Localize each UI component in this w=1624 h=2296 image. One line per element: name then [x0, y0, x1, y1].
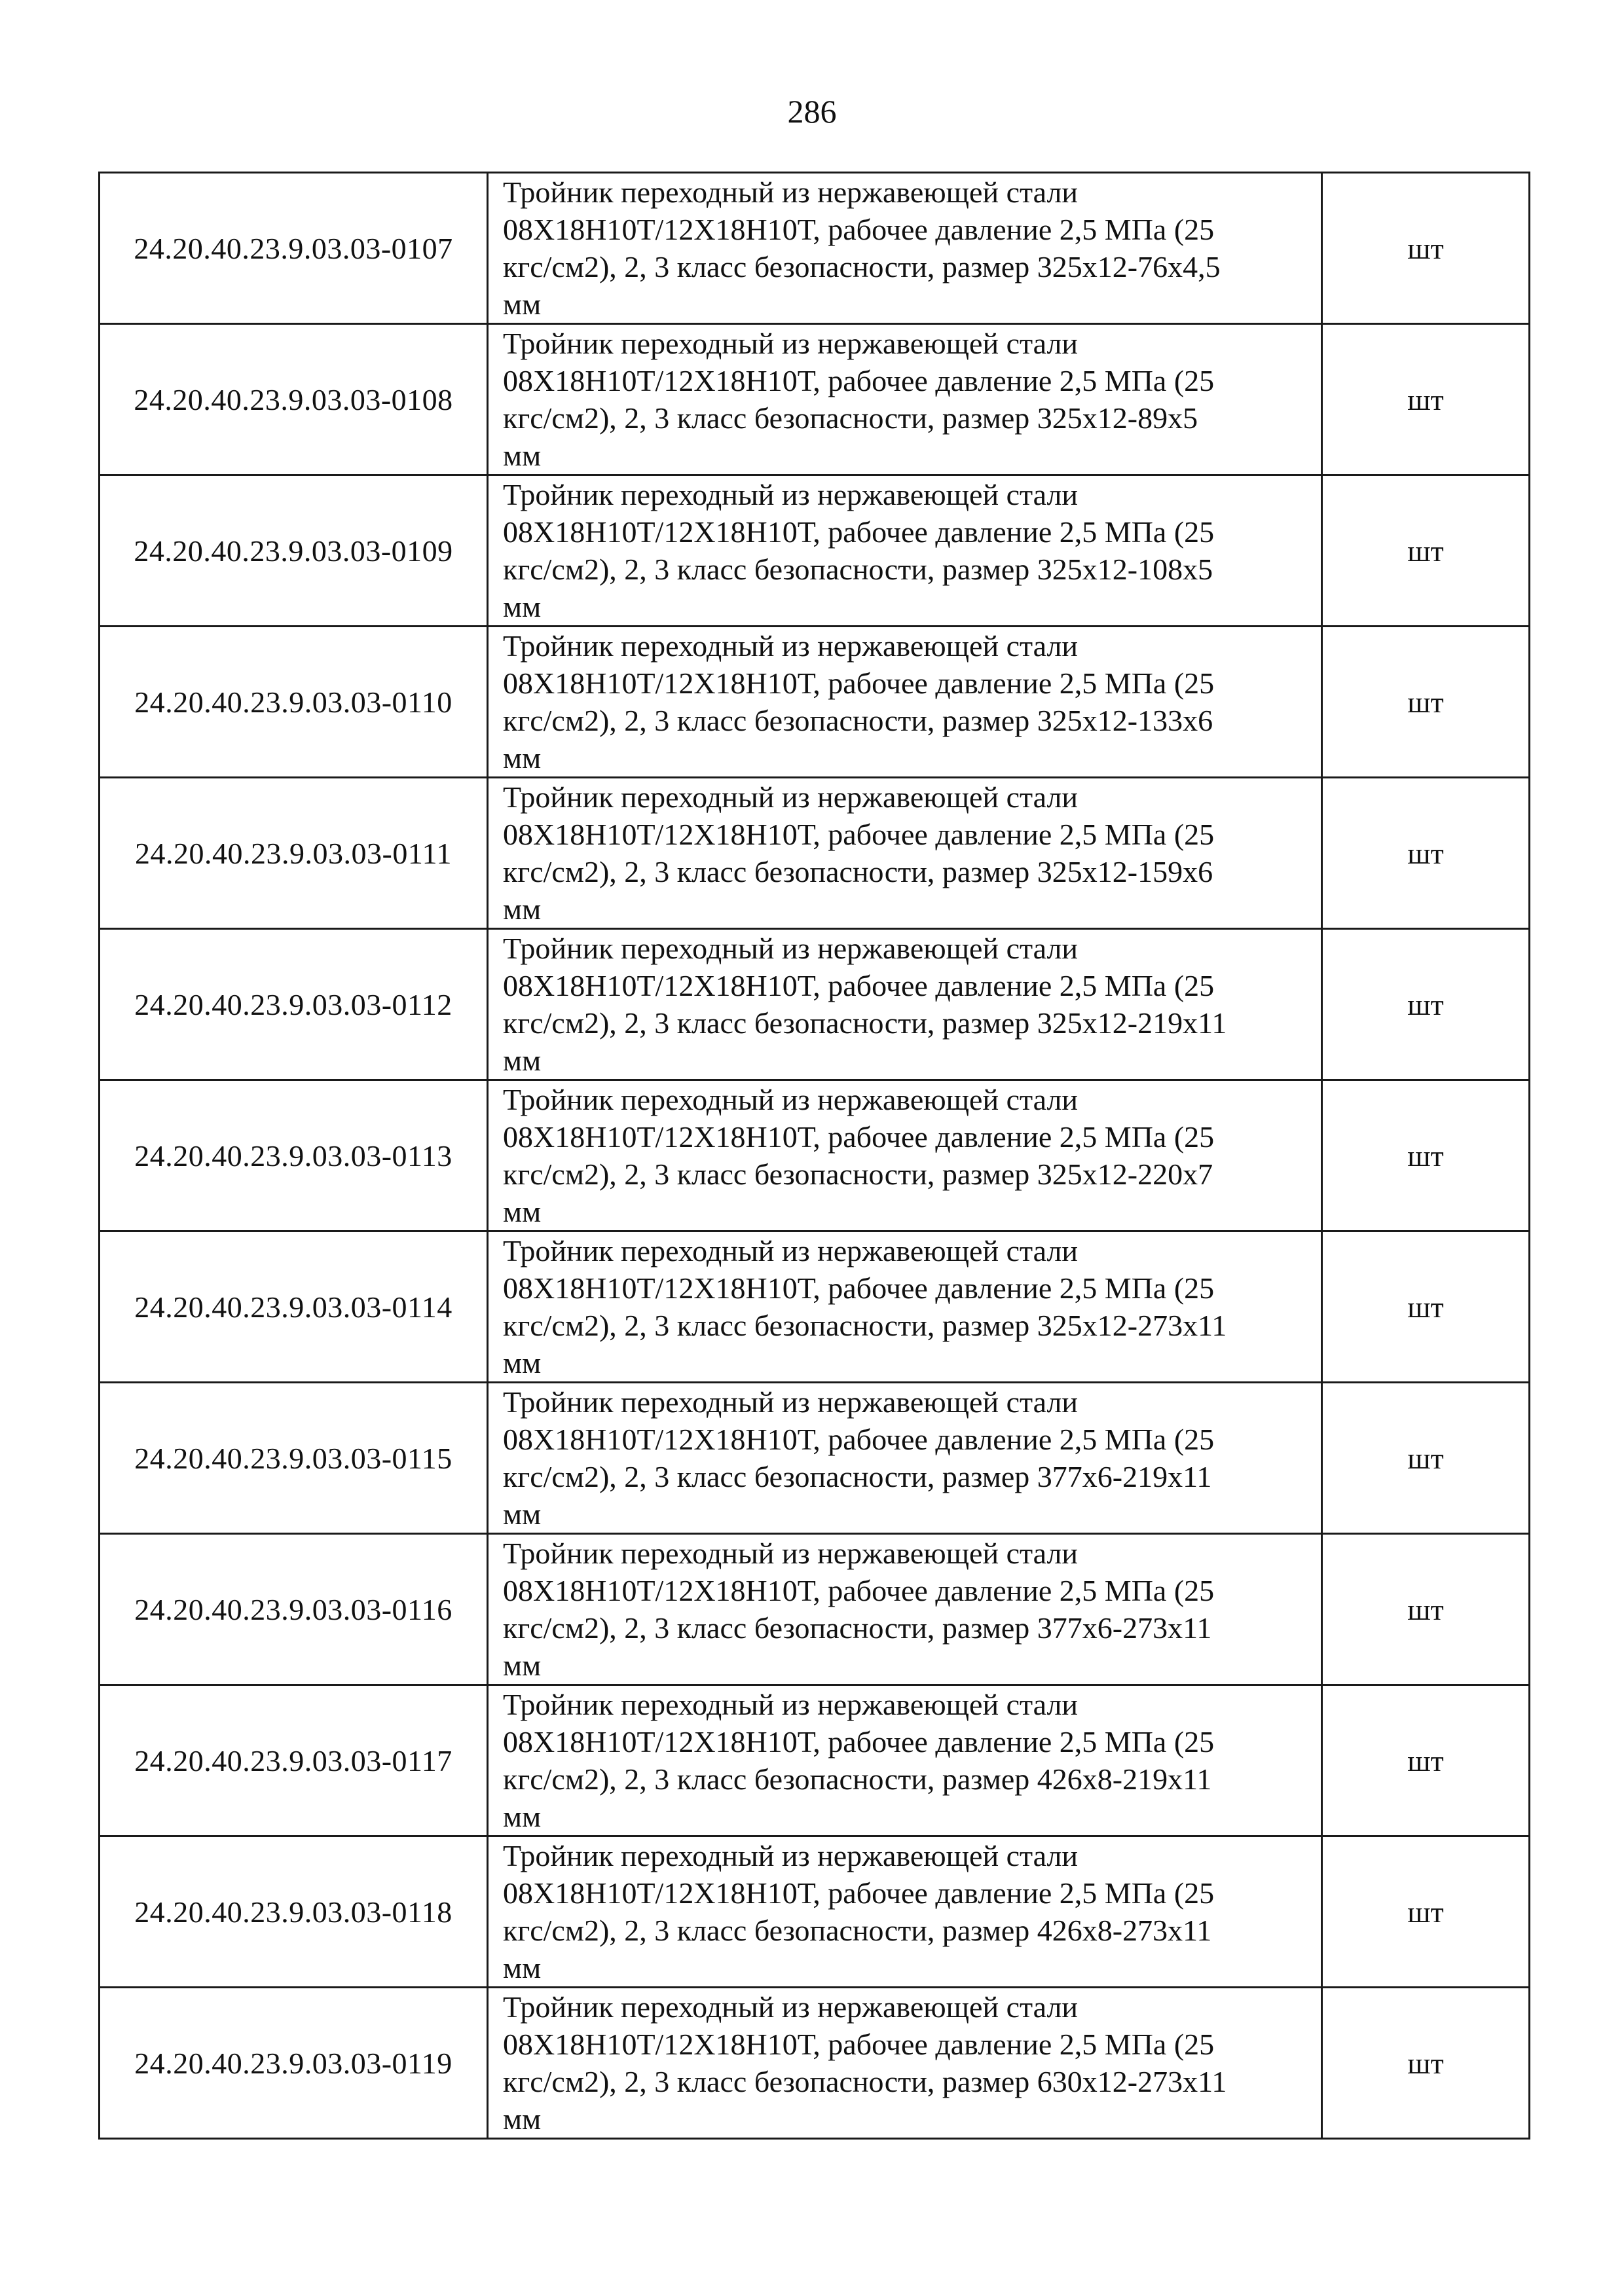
description-line: мм: [503, 1951, 542, 1984]
description-line: 08Х18Н10Т/12Х18Н10Т, рабочее давление 2,5 МПа (25: [503, 666, 1215, 700]
item-description: [488, 1988, 1322, 2139]
description-line: 08Х18Н10Т/12Х18Н10Т, рабочее давление 2,5 МПа (25: [503, 1574, 1215, 1607]
description-line: Тройник переходный из нержавеющей стали: [503, 629, 1079, 663]
item-description: [488, 1383, 1322, 1534]
item-description: [488, 778, 1322, 929]
item-description: [488, 1534, 1322, 1685]
description-line: Тройник переходный из нержавеющей стали: [503, 327, 1079, 360]
item-code: 24.20.40.23.9.03.03-0119: [100, 1988, 488, 2139]
table-row: [100, 1231, 1530, 1383]
item-code: 24.20.40.23.9.03.03-0108: [100, 324, 488, 475]
description-line: 08Х18Н10Т/12Х18Н10Т, рабочее давление 2,5 МПа (25: [503, 1876, 1215, 1910]
description-line: кгс/см2), 2, 3 класс безопасности, размер 325x12-219x11: [503, 1006, 1227, 1040]
description-line: мм: [503, 1195, 542, 1228]
description-line: 08Х18Н10Т/12Х18Н10Т, рабочее давление 2,5 МПа (25: [503, 1120, 1215, 1154]
item-description: [488, 475, 1322, 627]
description-line: кгс/см2), 2, 3 класс безопасности, размер 325x12-273x11: [503, 1309, 1227, 1342]
table-row: [100, 1383, 1530, 1534]
description-line: 08Х18Н10Т/12Х18Н10Т, рабочее давление 2,5 МПа (25: [503, 1725, 1215, 1758]
description-line: мм: [503, 741, 542, 774]
item-unit: шт: [1322, 1534, 1530, 1685]
item-code: 24.20.40.23.9.03.03-0118: [100, 1836, 488, 1988]
item-code: 24.20.40.23.9.03.03-0117: [100, 1685, 488, 1836]
table-row: [100, 929, 1530, 1080]
description-line: кгс/см2), 2, 3 класс безопасности, размер 426x8-219x11: [503, 1762, 1212, 1796]
description-line: мм: [503, 439, 542, 472]
description-line: кгс/см2), 2, 3 класс безопасности, размер 426x8-273x11: [503, 1914, 1212, 1947]
description-line: кгс/см2), 2, 3 класс безопасности, размер 325x12-220x7: [503, 1157, 1213, 1191]
description-line: 08Х18Н10Т/12Х18Н10Т, рабочее давление 2,5 МПа (25: [503, 213, 1215, 246]
description-line: кгс/см2), 2, 3 класс безопасности, размер 377x6-219x11: [503, 1460, 1212, 1493]
description-line: мм: [503, 287, 542, 321]
price-table: [98, 172, 1530, 2140]
item-code: 24.20.40.23.9.03.03-0111: [100, 778, 488, 929]
description-line: Тройник переходный из нержавеющей стали: [503, 1688, 1079, 1721]
table-row: [100, 1080, 1530, 1231]
item-code: 24.20.40.23.9.03.03-0110: [100, 627, 488, 778]
item-unit: шт: [1322, 929, 1530, 1080]
item-description: [488, 1231, 1322, 1383]
table-body: [100, 173, 1530, 2139]
item-description: [488, 1080, 1322, 1231]
item-code: 24.20.40.23.9.03.03-0116: [100, 1534, 488, 1685]
description-line: Тройник переходный из нержавеющей стали: [503, 1537, 1079, 1570]
description-line: Тройник переходный из нержавеющей стали: [503, 1839, 1079, 1872]
item-unit: шт: [1322, 324, 1530, 475]
description-line: 08Х18Н10Т/12Х18Н10Т, рабочее давление 2,5 МПа (25: [503, 1271, 1215, 1305]
description-line: кгс/см2), 2, 3 класс безопасности, размер 377x6-273x11: [503, 1611, 1212, 1645]
table-row: [100, 1988, 1530, 2139]
page-number: 286: [787, 93, 837, 130]
description-line: мм: [503, 1800, 542, 1833]
item-description: [488, 173, 1322, 324]
item-unit: шт: [1322, 1383, 1530, 1534]
item-unit: шт: [1322, 475, 1530, 627]
table-row: [100, 173, 1530, 324]
item-unit: шт: [1322, 1080, 1530, 1231]
description-line: кгс/см2), 2, 3 класс безопасности, размер 325x12-108x5: [503, 553, 1213, 586]
item-unit: шт: [1322, 173, 1530, 324]
description-line: кгс/см2), 2, 3 класс безопасности, размер 325x12-89x5: [503, 401, 1198, 435]
description-line: Тройник переходный из нержавеющей стали: [503, 780, 1079, 814]
description-line: кгс/см2), 2, 3 класс безопасности, размер 325x12-76x4,5: [503, 250, 1221, 283]
item-description: [488, 1836, 1322, 1988]
item-description: [488, 324, 1322, 475]
description-line: Тройник переходный из нержавеющей стали: [503, 175, 1079, 209]
item-unit: шт: [1322, 627, 1530, 778]
item-unit: шт: [1322, 1231, 1530, 1383]
item-code: 24.20.40.23.9.03.03-0115: [100, 1383, 488, 1534]
description-line: Тройник переходный из нержавеющей стали: [503, 1990, 1079, 2024]
item-code: 24.20.40.23.9.03.03-0107: [100, 173, 488, 324]
item-unit: шт: [1322, 1988, 1530, 2139]
description-line: кгс/см2), 2, 3 класс безопасности, размер 325x12-159x6: [503, 855, 1213, 888]
table-row: [100, 1534, 1530, 1685]
description-line: Тройник переходный из нержавеющей стали: [503, 932, 1079, 965]
item-unit: шт: [1322, 1685, 1530, 1836]
table-row: [100, 324, 1530, 475]
item-code: 24.20.40.23.9.03.03-0113: [100, 1080, 488, 1231]
description-line: кгс/см2), 2, 3 класс безопасности, размер 325x12-133x6: [503, 704, 1213, 737]
table-row: [100, 1836, 1530, 1988]
description-line: мм: [503, 892, 542, 926]
description-line: 08Х18Н10Т/12Х18Н10Т, рабочее давление 2,5 МПа (25: [503, 969, 1215, 1002]
table-row: [100, 778, 1530, 929]
item-unit: шт: [1322, 1836, 1530, 1988]
description-line: мм: [503, 1346, 542, 1379]
item-description: [488, 1685, 1322, 1836]
item-description: [488, 627, 1322, 778]
description-line: мм: [503, 2102, 542, 2136]
description-line: 08Х18Н10Т/12Х18Н10Т, рабочее давление 2,5 МПа (25: [503, 818, 1215, 851]
description-line: 08Х18Н10Т/12Х18Н10Т, рабочее давление 2,5 МПа (25: [503, 1423, 1215, 1456]
description-line: кгс/см2), 2, 3 класс безопасности, размер 630x12-273x11: [503, 2065, 1227, 2098]
description-line: 08Х18Н10Т/12Х18Н10Т, рабочее давление 2,5 МПа (25: [503, 515, 1215, 549]
description-line: Тройник переходный из нержавеющей стали: [503, 1083, 1079, 1116]
table-row: [100, 475, 1530, 627]
item-code: 24.20.40.23.9.03.03-0112: [100, 929, 488, 1080]
description-line: 08Х18Н10Т/12Х18Н10Т, рабочее давление 2,5 МПа (25: [503, 2028, 1215, 2061]
description-line: Тройник переходный из нержавеющей стали: [503, 478, 1079, 511]
description-line: мм: [503, 590, 542, 623]
description-line: мм: [503, 1044, 542, 1077]
item-unit: шт: [1322, 778, 1530, 929]
description-line: Тройник переходный из нержавеющей стали: [503, 1385, 1079, 1419]
description-line: мм: [503, 1649, 542, 1682]
item-description: [488, 929, 1322, 1080]
item-code: 24.20.40.23.9.03.03-0109: [100, 475, 488, 627]
description-line: Тройник переходный из нержавеющей стали: [503, 1234, 1079, 1267]
item-code: 24.20.40.23.9.03.03-0114: [100, 1231, 488, 1383]
description-line: 08Х18Н10Т/12Х18Н10Т, рабочее давление 2,5 МПа (25: [503, 364, 1215, 397]
table-row: [100, 627, 1530, 778]
table-row: [100, 1685, 1530, 1836]
description-line: мм: [503, 1497, 542, 1531]
